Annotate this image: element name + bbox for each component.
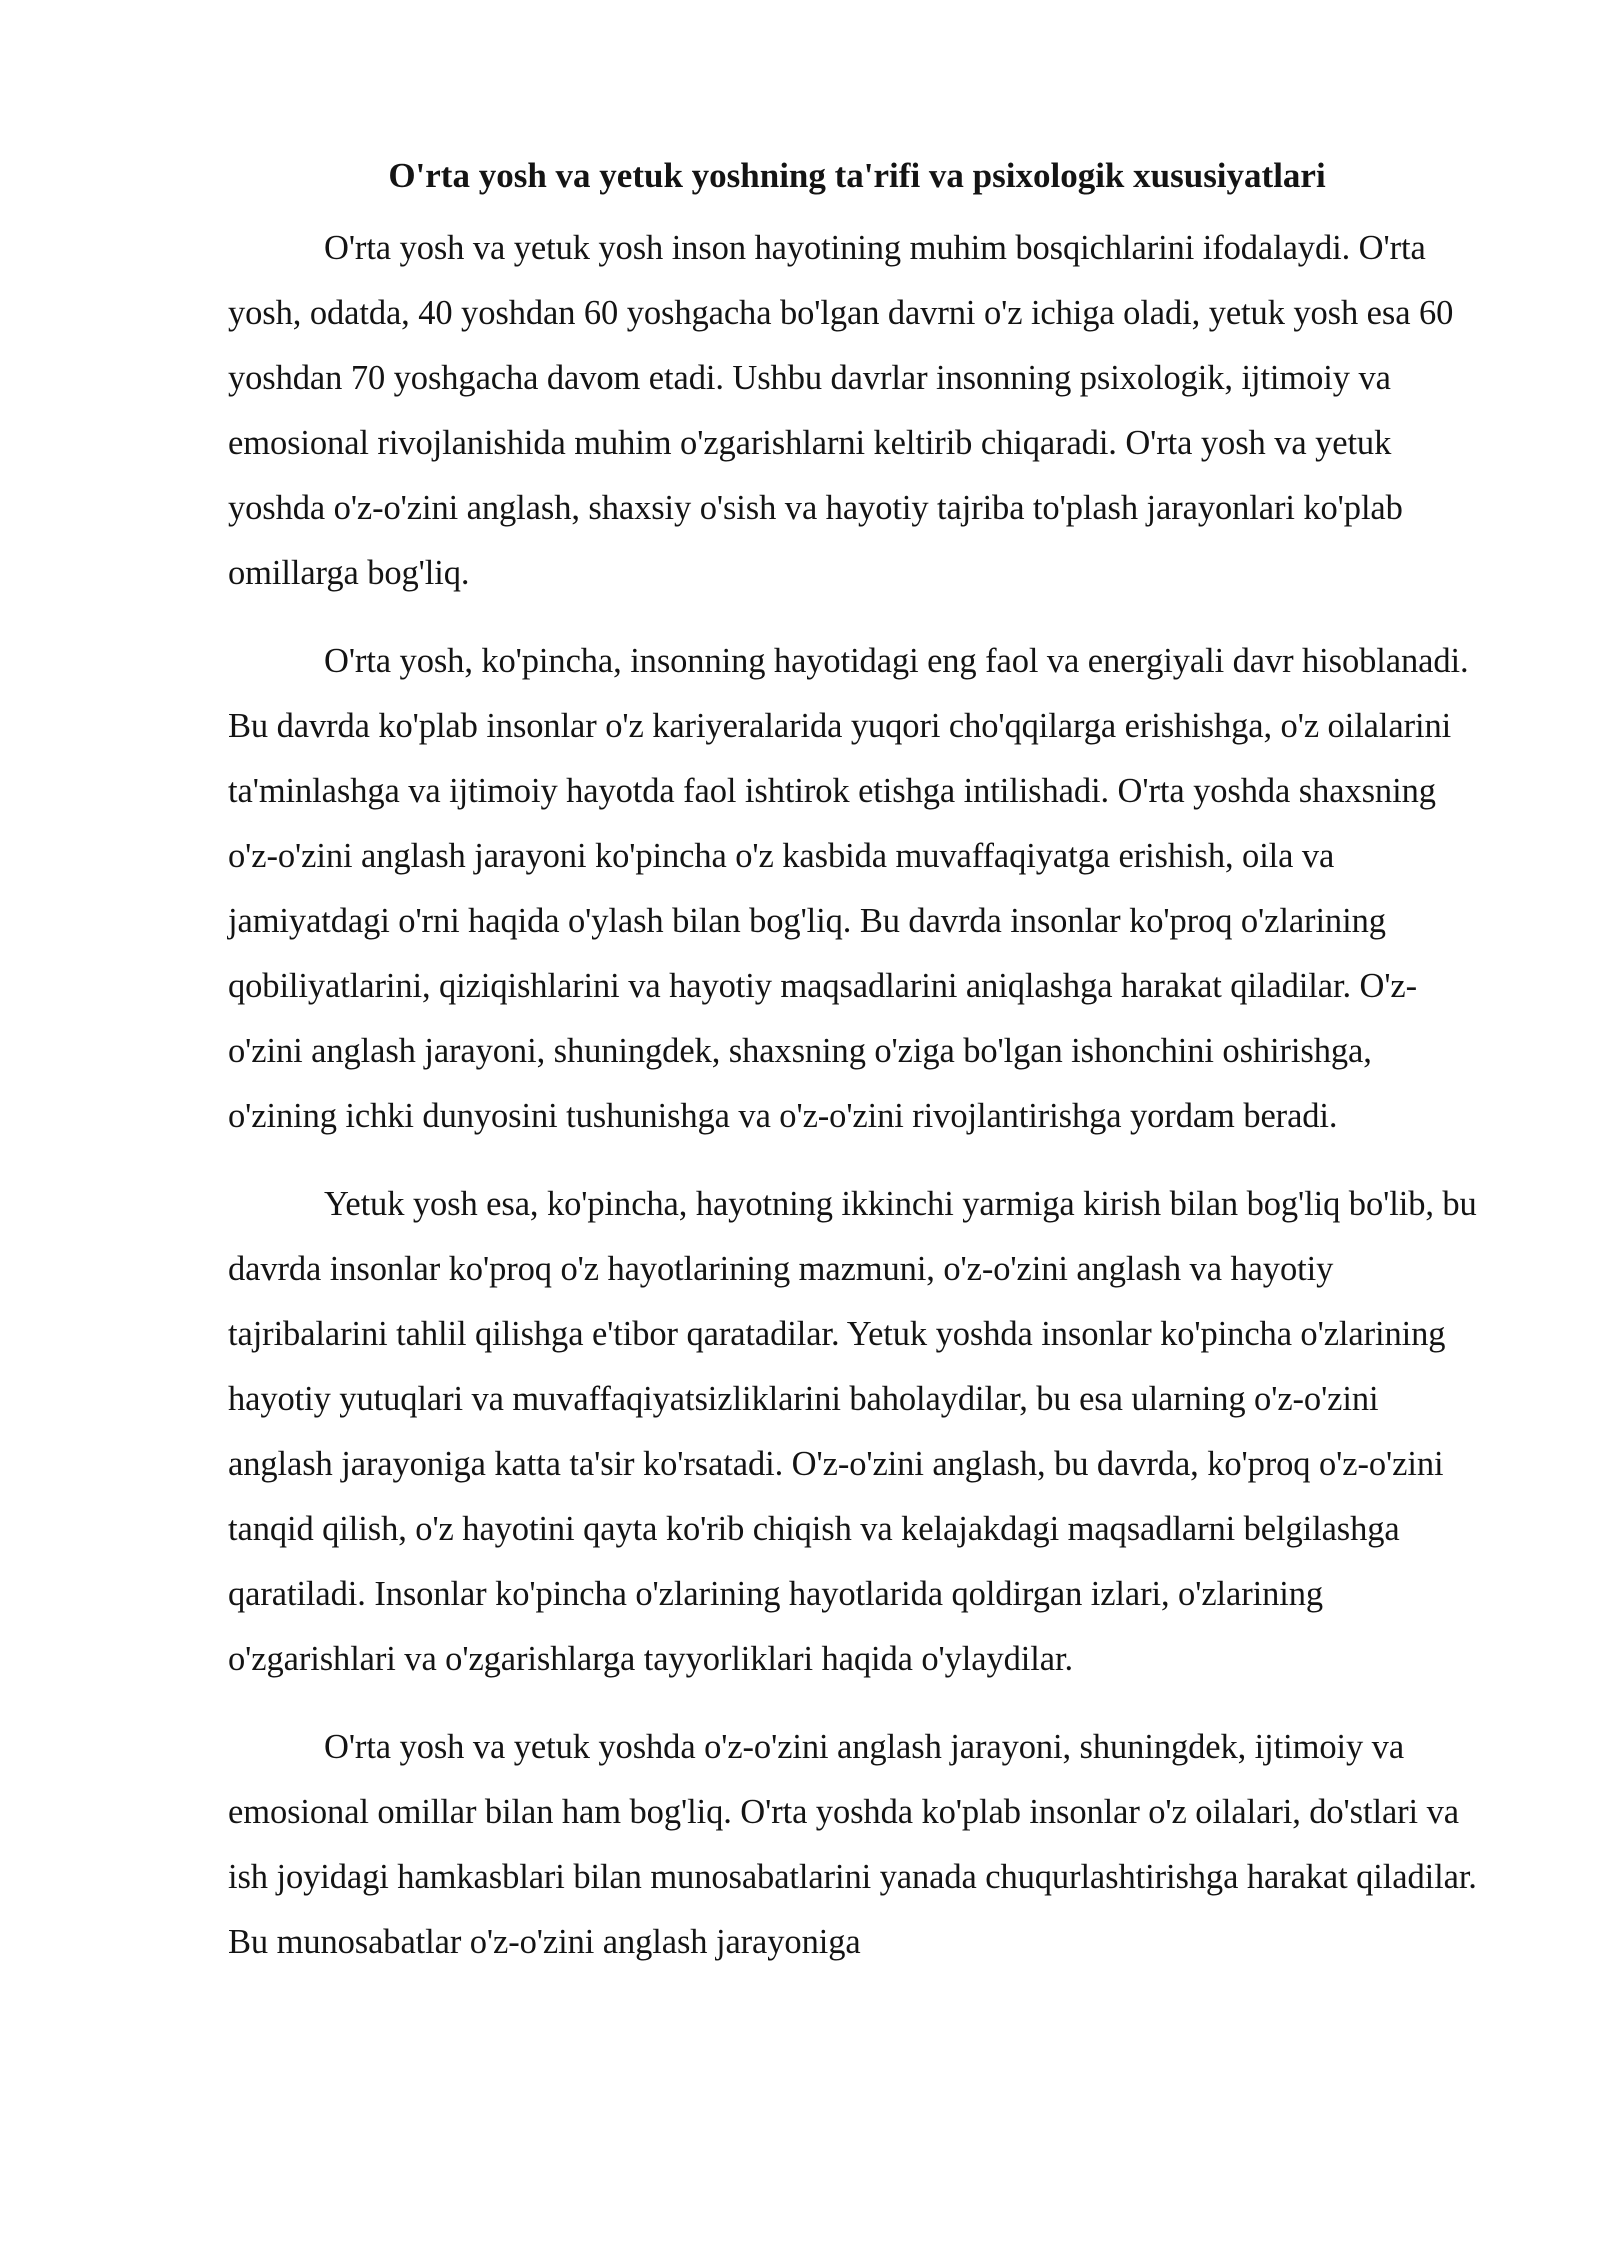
paragraph-1: O'rta yosh va yetuk yosh inson hayotining muhim bosqichlarini ifodalaydi. O'rta yosh, odatda, 40 yoshdan 60 yoshgacha bo'lgan davrni o'z ichiga oladi, yetuk yosh esa 60 yoshdan 70 yoshgacha davom etadi. Ushbu davrlar insonning psixologik, ijtimoiy va emosional rivojlanishida muhim o'zgarishlarni keltirib chiqaradi. O'rta yosh va yetuk yoshda o'z-o'zini anglash, shaxsiy o'sish va hayotiy tajriba to'plash jarayonlari ko'plab omillarga bog'liq.	[228, 229, 1454, 592]
paragraph-4: O'rta yosh va yetuk yoshda o'z-o'zini anglash jarayoni, shuningdek, ijtimoiy va emosional omillar bilan ham bog'liq. O'rta yoshda ko'plab insonlar o'z oilalari, do'stlari va ish joyidagi hamkasblari bilan munosabatlarini yanada chuqurlashtirishga harakat qiladilar. Bu munosabatlar o'z-o'zini anglash jarayoniga	[228, 1728, 1477, 1961]
paragraph-3: Yetuk yosh esa, ko'pincha, hayotning ikkinchi yarmiga kirish bilan bog'liq bo'lib, bu davrda insonlar ko'proq o'z hayotlarining mazmuni, o'z-o'zini anglash va hayotiy tajribalarini tahlil qilishga e'tibor qaratadilar. Yetuk yoshda insonlar ko'pincha o'zlarining hayotiy yutuqlari va muvaffaqiyatsizliklarini baholaydilar, bu esa ularning o'z-o'zini anglash jarayoniga katta ta'sir ko'rsatadi. O'z-o'zini anglash, bu davrda, ko'proq o'z-o'zini tanqid qilish, o'z hayotini qayta ko'rib chiqish va kelajakdagi maqsadlarni belgilashga qaratiladi. Insonlar ko'pincha o'zlarining hayotlarida qoldirgan izlari, o'zlarining o'zgarishlari va o'zgarishlarga tayyorliklari haqida o'ylaydilar.	[228, 1185, 1477, 1678]
document-body	[228, 146, 1480, 1998]
document-title: O'rta yosh va yetuk yoshning ta'rifi va psixologik xususiyatlari	[388, 156, 1326, 195]
paragraph-2: O'rta yosh, ko'pincha, insonning hayotidagi eng faol va energiyali davr hisoblanadi. Bu davrda ko'plab insonlar o'z kariyeralarida yuqori cho'qqilarga erishishga, o'z oilalarini ta'minlashga va ijtimoiy hayotda faol ishtirok etishga intilishadi. O'rta yoshda shaxsning o'z-o'zini anglash jarayoni ko'pincha o'z kasbida muvaffaqiyatga erishish, oila va jamiyatdagi o'rni haqida o'ylash bilan bog'liq. Bu davrda insonlar ko'proq o'zlarining qobiliyatlarini, qiziqishlarini va hayotiy maqsadlarini aniqlashga harakat qiladilar. O'z-o'zini anglash jarayoni, shuningdek, shaxsning o'ziga bo'lgan ishonchini oshirishga, o'zining ichki dunyosini tushunishga va o'z-o'zini rivojlantirishga yordam beradi.	[228, 642, 1469, 1135]
